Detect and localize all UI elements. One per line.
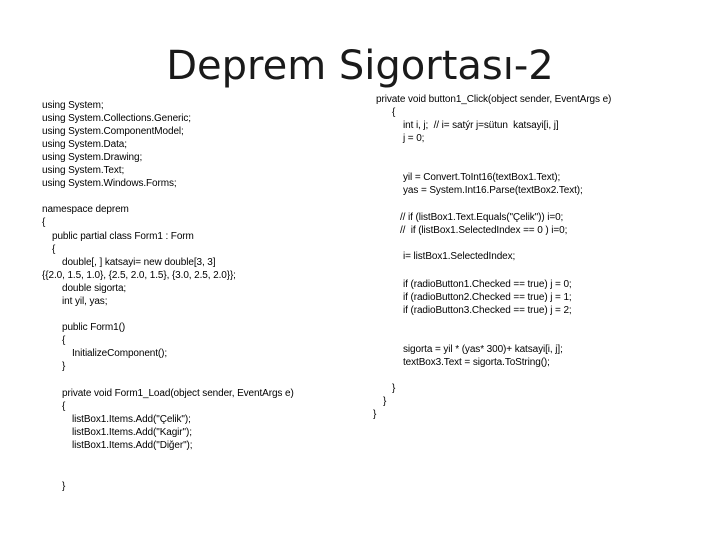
code-line: listBox1.Items.Add("Kagir"); bbox=[72, 427, 192, 438]
code-line: if (radioButton2.Checked == true) j = 1; bbox=[403, 292, 572, 303]
code-line: int i, j; // i= satýr j=sütun katsayi[i, j] bbox=[403, 120, 559, 131]
code-line: { bbox=[52, 244, 56, 255]
code-line: int yil, yas; bbox=[62, 296, 108, 307]
code-line: { bbox=[62, 335, 66, 346]
code-line: } bbox=[392, 383, 396, 394]
code-line: if (radioButton1.Checked == true) j = 0; bbox=[403, 279, 572, 290]
code-line: using System.Windows.Forms; bbox=[42, 178, 177, 189]
code-line: double[, ] katsayi= new double[3, 3] bbox=[62, 257, 216, 268]
code-line: // if (listBox1.SelectedIndex == 0 ) i=0; bbox=[400, 225, 568, 236]
code-line: namespace deprem bbox=[42, 204, 129, 215]
code-line: { bbox=[42, 217, 46, 228]
slide-title: Deprem Sigortası-2 bbox=[166, 43, 554, 89]
code-line: listBox1.Items.Add("Diğer"); bbox=[72, 440, 193, 451]
code-line: } bbox=[62, 481, 66, 492]
code-line: public partial class Form1 : Form bbox=[52, 231, 194, 242]
code-line: i= listBox1.SelectedIndex; bbox=[403, 251, 516, 262]
code-line: using System; bbox=[42, 100, 104, 111]
code-line: using System.Data; bbox=[42, 139, 127, 150]
code-line: private void Form1_Load(object sender, EventArgs e) bbox=[62, 388, 294, 399]
code-line: yil = Convert.ToInt16(textBox1.Text); bbox=[403, 172, 561, 183]
code-line: using System.ComponentModel; bbox=[42, 126, 184, 137]
code-line: using System.Text; bbox=[42, 165, 125, 176]
code-line: sigorta = yil * (yas* 300)+ katsayi[i, j]; bbox=[403, 344, 563, 355]
code-line: } bbox=[383, 396, 387, 407]
code-line: using System.Drawing; bbox=[42, 152, 143, 163]
code-line: InitializeComponent(); bbox=[72, 348, 168, 359]
code-line: { bbox=[392, 107, 396, 118]
code-line: double sigorta; bbox=[62, 283, 127, 294]
code-line: yas = System.Int16.Parse(textBox2.Text); bbox=[403, 185, 583, 196]
code-line: textBox3.Text = sigorta.ToString(); bbox=[403, 357, 550, 368]
code-line: if (radioButton3.Checked == true) j = 2; bbox=[403, 305, 572, 316]
code-line: } bbox=[373, 409, 377, 420]
code-line: j = 0; bbox=[403, 133, 425, 144]
code-line: public Form1() bbox=[62, 322, 126, 333]
code-line: listBox1.Items.Add("Çelik"); bbox=[72, 414, 191, 425]
code-line: { bbox=[62, 401, 66, 412]
code-line: {{2.0, 1.5, 1.0}, {2.5, 2.0, 1.5}, {3.0, 2.5, 2.0}}; bbox=[42, 270, 236, 281]
code-line: private void button1_Click(object sender, EventArgs e) bbox=[376, 94, 612, 105]
code-line: // if (listBox1.Text.Equals("Çelik")) i=0; bbox=[400, 212, 564, 223]
code-line: using System.Collections.Generic; bbox=[42, 113, 191, 124]
code-line: } bbox=[62, 361, 66, 372]
